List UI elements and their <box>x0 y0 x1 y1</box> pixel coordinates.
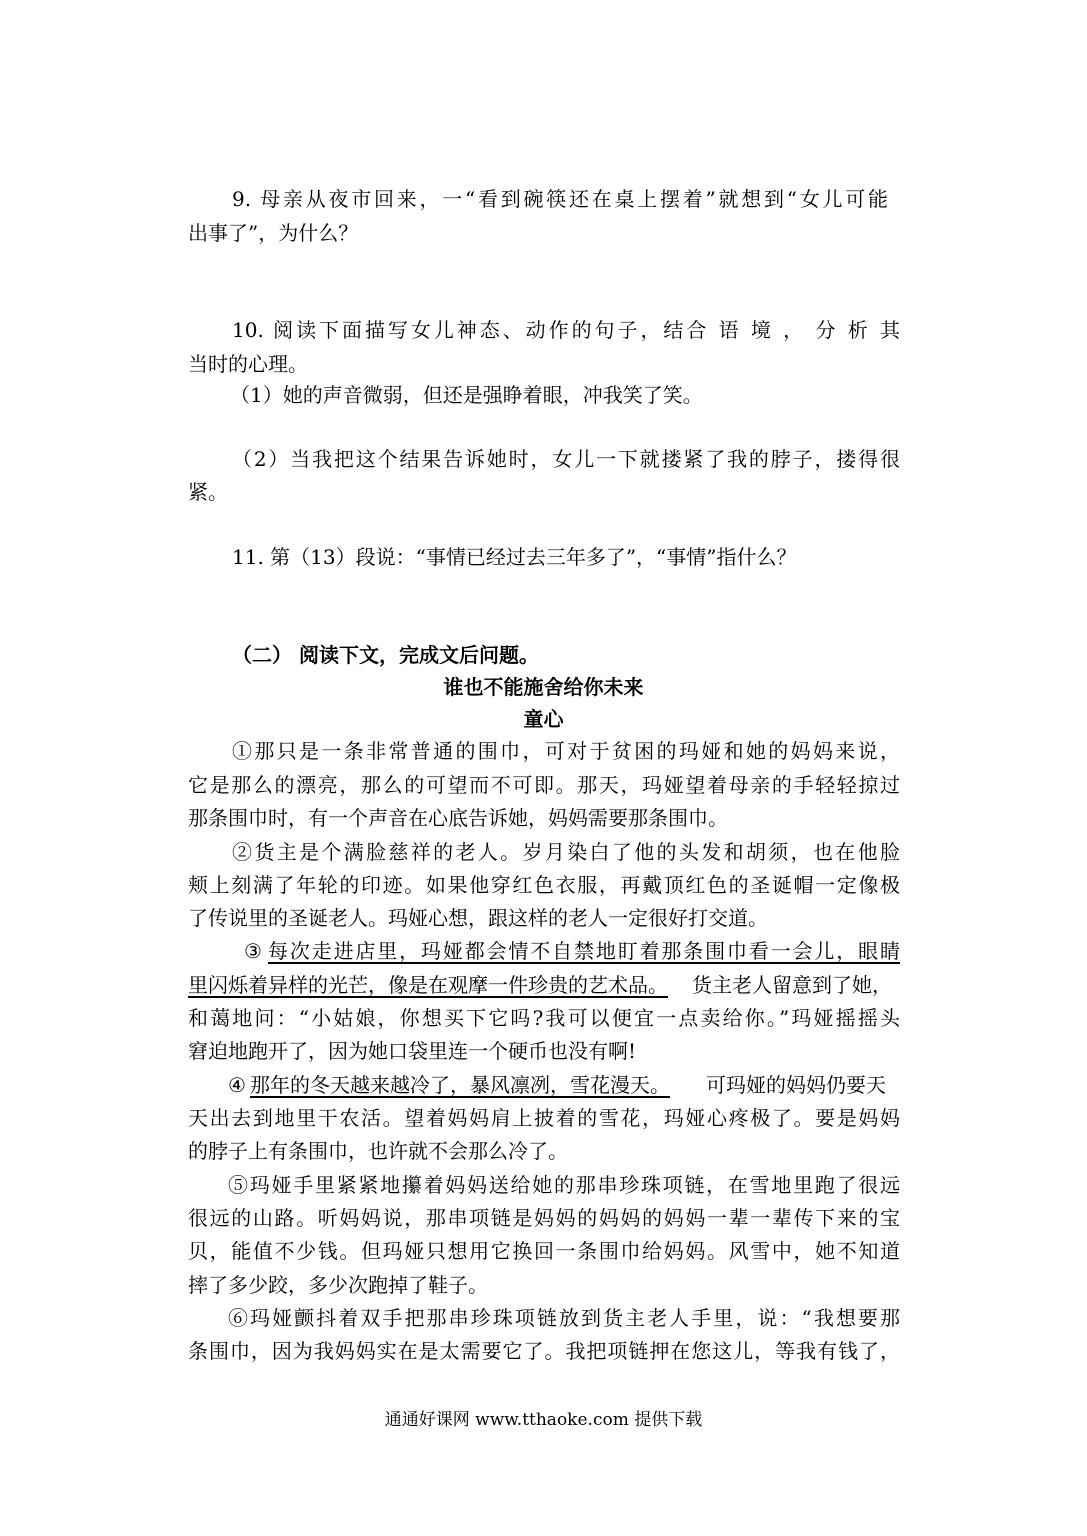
question-9-line-2: 出事了”，为什么？ <box>188 221 359 245</box>
paragraph-2-line-1: ②货主是个满脸慈祥的老人。岁月染白了他的头发和胡须，也在他脸 <box>232 840 900 864</box>
paragraph-5-line-1: ⑤玛娅手里紧紧地攥着妈妈送给她的那串珍珠项链，在雪地里跑了很远 <box>228 1173 900 1197</box>
paragraph-3-line-4: 窘迫地跑开了，因为她口袋里连一个硬币也没有啊! <box>188 1039 637 1063</box>
paragraph-5-line-3: 贝，能值不少钱。但玛娅只想用它换回一条围巾给妈妈。风雪中，她不知道 <box>188 1239 900 1263</box>
paragraph-4-line-3: 的脖子上有条围巾，也许就不会那么冷了。 <box>188 1139 568 1163</box>
question-10-item-1: （1）她的声音微弱，但还是强睁着眼，冲我笑了笑。 <box>230 383 703 407</box>
article-title: 谁也不能施舍给你未来 <box>443 675 644 699</box>
paragraph-5-line-2: 很远的山路。听妈妈说，那串项链是妈妈的妈妈的妈妈一辈一辈传下来的宝 <box>188 1206 900 1230</box>
page-footer: 通通好课网 www.tthaoke.com 提供下载 <box>384 1410 703 1430</box>
question-10-line-1: 10. 阅读下面描写女儿神态、动作的句子，结合 语 境 ， 分 析 其 <box>232 318 900 342</box>
paragraph-3-marker: ③ <box>244 939 262 963</box>
paragraph-5-line-4: 摔了多少跤，多少次跑掉了鞋子。 <box>188 1273 488 1297</box>
paragraph-1-line-2: 它是那么的漂亮，那么的可望而不可即。那天，玛娅望着母亲的手轻轻掠过 <box>188 773 900 797</box>
paragraph-4-marker: ④ <box>228 1073 246 1097</box>
paragraph-3-line-2-underlined: 里闪烁着异样的光芒，像是在观摩一件珍贵的艺术品。 <box>188 973 668 997</box>
paragraph-6-line-1: ⑥玛娅颤抖着双手把那串珍珠项链放到货主老人手里，说：“我想要那 <box>228 1306 900 1330</box>
paragraph-3-line-2-rest: 货主老人留意到了她， <box>692 973 892 997</box>
paragraph-4-line-1-underlined: 那年的冬天越来越冷了，暴风凛冽，雪花漫天。 <box>250 1073 670 1097</box>
paragraph-4-line-1-rest: 可玛娅的妈妈仍要天 <box>706 1073 886 1097</box>
question-9-line-1: 9. 母亲从夜市回来，一“看到碗筷还在桌上摆着”就想到“女儿可能 <box>232 187 888 211</box>
question-10-item-2-line-2: 紧。 <box>188 480 228 504</box>
question-10-item-2-line-1: （2）当我把这个结果告诉她时，女儿一下就搂紧了我的脖子，搂得很 <box>232 447 900 471</box>
paragraph-3-line-1-underlined: 每次走进店里，玛娅都会情不自禁地盯着那条围巾看一会儿，眼睛 <box>268 939 900 963</box>
article-author: 童心 <box>523 707 564 731</box>
paragraph-1-line-3: 那条围巾时，有一个声音在心底告诉她，妈妈需要那条围巾。 <box>188 806 728 830</box>
paragraph-2-line-2: 颊上刻满了年轮的印迹。如果他穿红色衣服，再戴顶红色的圣诞帽一定像极 <box>188 873 900 897</box>
question-11: 11. 第（13）段说：“事情已经过去三年多了”，“事情”指什么？ <box>232 545 797 569</box>
section-heading: （二） 阅读下文，完成文后问题。 <box>232 643 539 667</box>
paragraph-2-line-3: 了传说里的圣诞老人。玛娅心想，跟这样的老人一定很好打交道。 <box>188 906 768 930</box>
paragraph-3-line-3: 和蔼地问：“小姑娘，你想买下它吗?我可以便宜一点卖给你。”玛娅摇摇头 <box>188 1006 900 1030</box>
paragraph-6-line-2: 条围巾，因为我妈妈实在是太需要它了。我把项链押在您这儿，等我有钱了， <box>188 1339 900 1363</box>
paragraph-1-line-1: ①那只是一条非常普通的围巾，可对于贫困的玛娅和她的妈妈来说， <box>232 739 900 763</box>
question-10-line-2: 当时的心理。 <box>188 352 308 376</box>
paragraph-4-line-2: 天出去到地里干农活。望着妈妈肩上披着的雪花，玛娅心疼极了。要是妈妈 <box>188 1106 900 1130</box>
